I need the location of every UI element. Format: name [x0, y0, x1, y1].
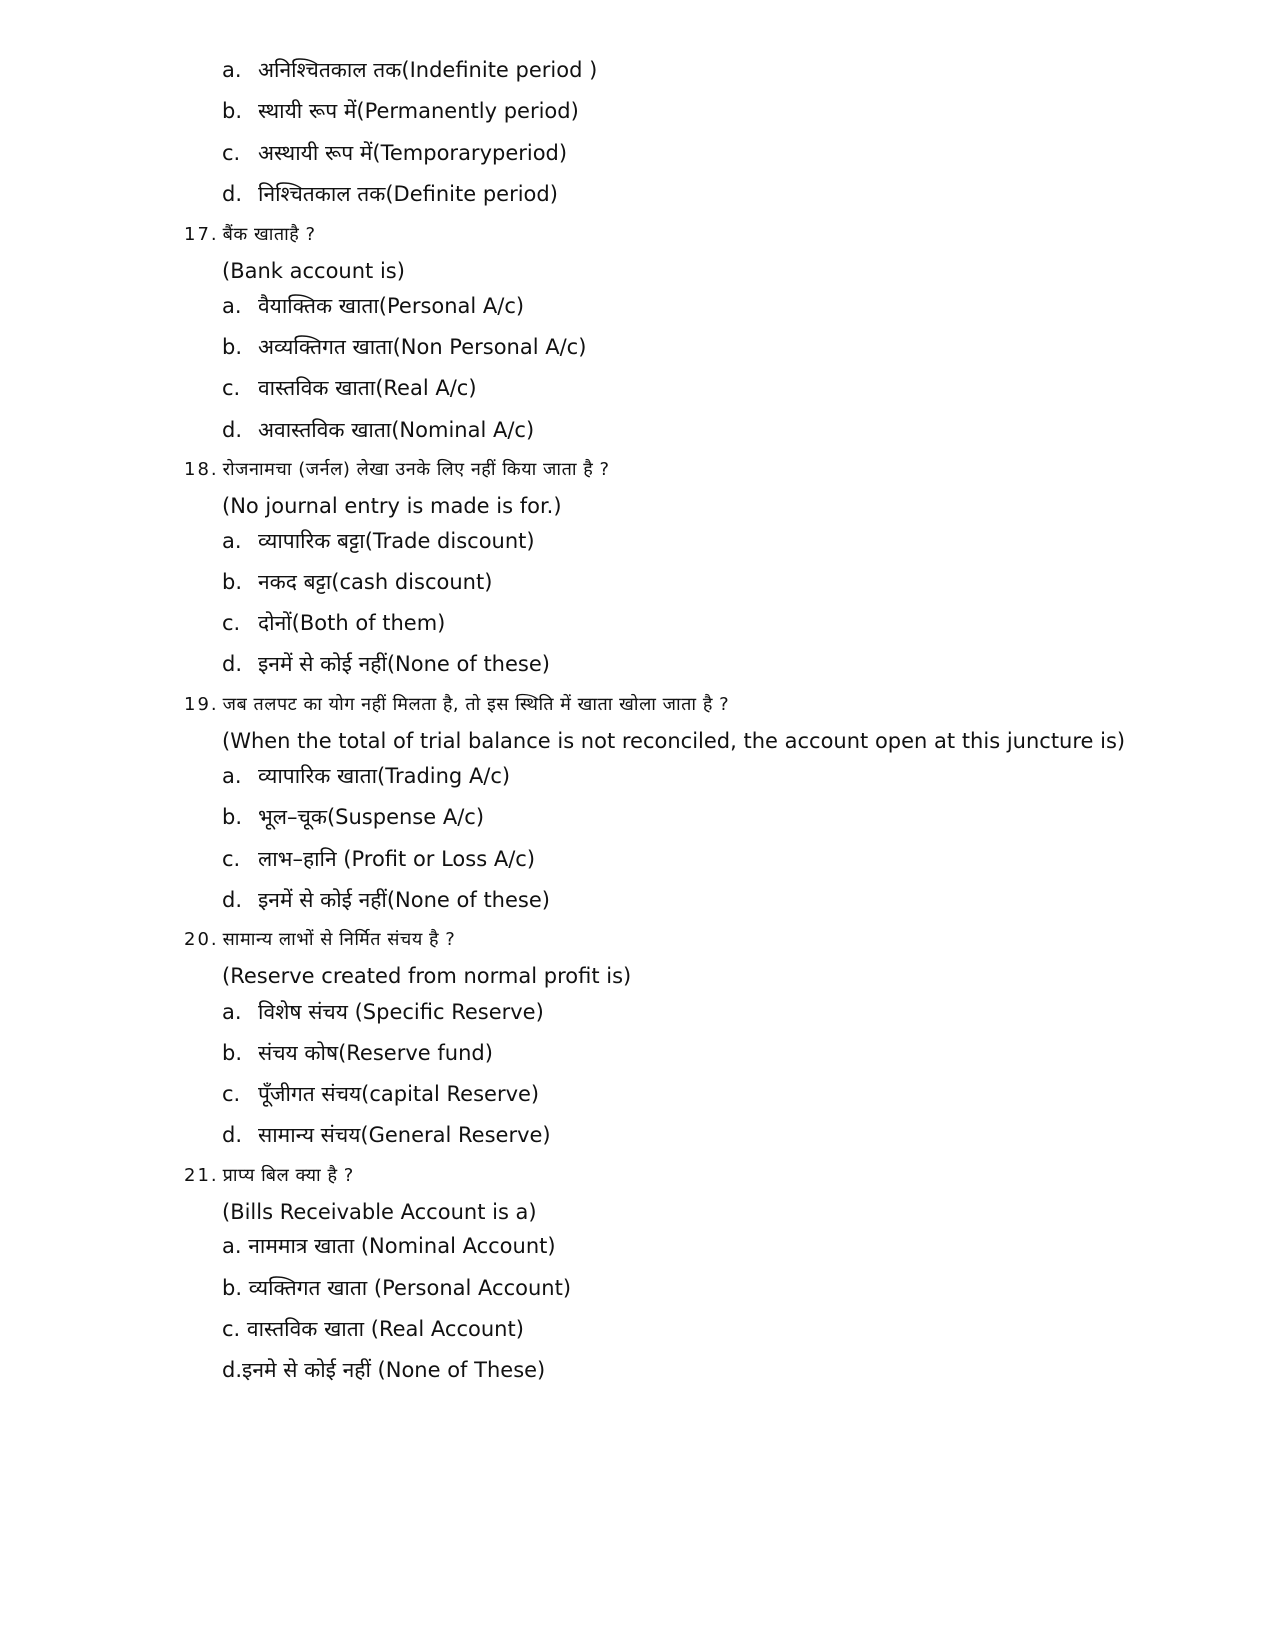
option-text: वास्तविक खाता (Real Account) [246, 1317, 524, 1341]
option-text: संचय कोष(Reserve fund) [258, 1041, 493, 1065]
option-text: नकद बट्टा(cash discount) [258, 570, 493, 594]
q21-option-c [222, 1315, 524, 1343]
q19-option-c [222, 845, 535, 873]
option-text: नाममात्र खाता (Nominal Account) [248, 1234, 556, 1258]
option-label: a. [222, 529, 242, 553]
q16-option-a [222, 56, 597, 84]
option-label: d. [222, 418, 243, 442]
option-text: वास्तविक खाता(Real A/c) [258, 376, 477, 400]
question-number: 17. [184, 224, 219, 245]
option-text: व्यक्तिगत खाता (Personal Account) [248, 1276, 572, 1300]
option-label: d. [222, 652, 243, 676]
question-number: 18. [184, 459, 219, 480]
q17-question [184, 222, 316, 246]
q16-option-c [222, 139, 567, 167]
option-label: b. [222, 570, 243, 594]
q20-option-d [222, 1121, 551, 1149]
option-text: स्थायी रूप में(Permanently period) [258, 99, 579, 123]
option-text: इनमें से कोई नहीं(None of these) [258, 888, 550, 912]
q18-option-b [222, 568, 492, 596]
option-text: दोनों(Both of them) [258, 611, 446, 635]
option-text: निश्चितकाल तक(Definite period) [258, 182, 558, 206]
question-hindi: रोजनामचा (जर्नल) लेखा उनके लिए नहीं किया जाता है ? [222, 459, 610, 480]
q17-option-c [222, 374, 477, 402]
option-label: a. [222, 1234, 242, 1258]
option-label: d. [222, 182, 243, 206]
q18-question [184, 457, 610, 481]
option-text: सामान्य संचय(General Reserve) [258, 1123, 551, 1147]
q19-option-a [222, 762, 510, 790]
option-label: b. [222, 99, 243, 123]
q20-option-c [222, 1080, 539, 1108]
q17-english: (Bank account is) [222, 259, 405, 283]
q21-option-b [222, 1274, 571, 1302]
q19-option-d [222, 886, 550, 914]
question-number: 21. [184, 1165, 219, 1186]
q20-option-b [222, 1039, 493, 1067]
option-label: b. [222, 1276, 243, 1300]
option-label: b. [222, 1041, 243, 1065]
question-hindi: बैंक खाताहै ? [222, 224, 316, 245]
option-label: c. [222, 1317, 241, 1341]
option-label: d. [222, 1358, 243, 1382]
option-label: d. [222, 1123, 243, 1147]
option-text: पूँजीगत संचय(capital Reserve) [258, 1082, 540, 1106]
q16-option-d [222, 180, 558, 208]
option-text: अनिश्चितकाल तक(Indefinite period ) [258, 58, 598, 82]
option-text: अस्थायी रूप में(Temporaryperiod) [258, 141, 568, 165]
option-text: इनमे से कोई नहीं (None of These) [242, 1358, 546, 1382]
option-text: व्यापारिक खाता(Trading A/c) [258, 764, 511, 788]
q18-english: (No journal entry is made is for.) [222, 494, 562, 518]
question-hindi: सामान्य लाभों से निर्मित संचय है ? [222, 929, 456, 950]
option-label: c. [222, 611, 241, 635]
q18-option-a [222, 527, 535, 555]
option-label: c. [222, 847, 241, 871]
q18-option-d [222, 650, 550, 678]
option-text: व्यापारिक बट्टा(Trade discount) [258, 529, 535, 553]
question-hindi: जब तलपट का योग नहीं मिलता है, तो इस स्थिति में खाता खोला जाता है ? [222, 694, 730, 715]
option-label: c. [222, 141, 241, 165]
q20-question [184, 927, 455, 951]
option-label: c. [222, 376, 241, 400]
q17-option-b [222, 333, 586, 361]
q19-question [184, 692, 729, 716]
q19-option-b [222, 803, 484, 831]
option-text: भूल–चूक(Suspense A/c) [258, 805, 485, 829]
q20-english: (Reserve created from normal profit is) [222, 964, 632, 988]
option-text: अवास्तविक खाता(Nominal A/c) [258, 418, 535, 442]
option-text: वैयाक्तिक खाता(Personal A/c) [258, 294, 525, 318]
option-text: अव्यक्तिगत खाता(Non Personal A/c) [258, 335, 587, 359]
q21-question [184, 1163, 354, 1187]
option-label: d. [222, 888, 243, 912]
q21-option-a [222, 1232, 556, 1260]
option-label: b. [222, 805, 243, 829]
option-label: a. [222, 294, 242, 318]
q20-option-a [222, 998, 544, 1026]
question-hindi: प्राप्य बिल क्या है ? [222, 1165, 354, 1186]
question-number: 19. [184, 694, 219, 715]
q17-option-d [222, 416, 534, 444]
option-label: a. [222, 58, 242, 82]
q16-option-b [222, 97, 579, 125]
option-label: c. [222, 1082, 241, 1106]
q17-option-a [222, 292, 524, 320]
q19-english: (When the total of trial balance is not reconciled, the account open at this juncture is) [222, 729, 1126, 753]
option-label: b. [222, 335, 243, 359]
q18-option-c [222, 609, 445, 637]
q21-option-d [222, 1356, 545, 1384]
q21-english: (Bills Receivable Account is a) [222, 1200, 537, 1224]
option-label: a. [222, 1000, 242, 1024]
option-text: विशेष संचय (Specific Reserve) [258, 1000, 544, 1024]
option-text: लाभ–हानि (Profit or Loss A/c) [258, 847, 536, 871]
question-number: 20. [184, 929, 219, 950]
option-text: इनमें से कोई नहीं(None of these) [258, 652, 550, 676]
option-label: a. [222, 764, 242, 788]
